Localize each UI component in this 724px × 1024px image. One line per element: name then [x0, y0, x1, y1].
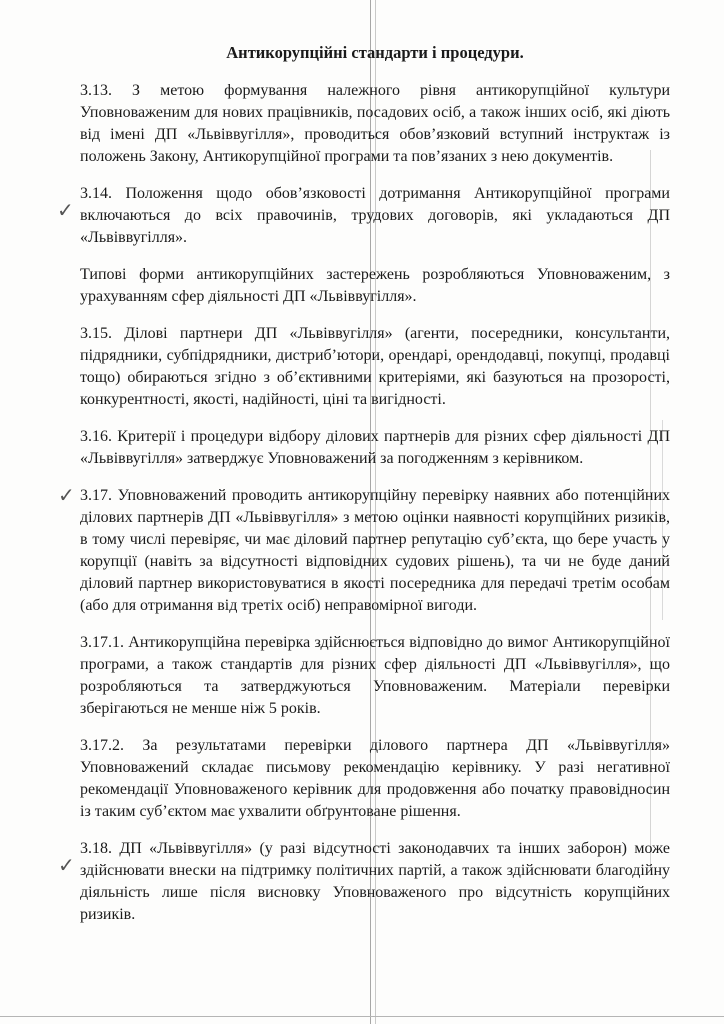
- paragraph-3-17: 3.17. Уповноважений проводить антикорупційну перевірку наявних або потенційних ділових партнерів ДП «Львіввугілля» з метою оцінки наявності корупційних ризиків, в тому числі перевіряє, чи має діловий партнер репутацію суб’єкта, що бере участь у корупції (навіть за відсутності відповідних судових рішень), та чи не буде даний діловий партнер використовуватися в якості посередника для передачі третім особам (або для отримання від третіх осіб) неправомірної вигоди.: [80, 487, 670, 614]
- handwritten-check-mark: ✓: [58, 483, 75, 507]
- paragraph-3-17-1: 3.17.1. Антикорупційна перевірка здійснюється відповідно до вимог Антикорупційної програми, а також стандартів для різних сфер діяльності ДП «Львіввугілля», що розробляються та затверджуються Уповноваженим. Матеріали перевірки зберігаються не менше ніж 5 років.: [80, 634, 670, 717]
- section-title: Антикорупційні стандарти і процедури.: [226, 43, 524, 62]
- paragraph-3-18: 3.18. ДП «Львіввугілля» (у разі відсутності законодавчих та інших заборон) може здійснювати внески на підтримку політичних партій, а також здійснювати благодійну діяльність лише після висновку Уповноваженого про відсутність корупційних ризиків.: [80, 840, 670, 923]
- paragraph-3-16: 3.16. Критерії і процедури відбору ділових партнерів для різних сфер діяльності ДП «Львіввугілля» затверджує Уповноважений за погодженням з керівником.: [80, 428, 670, 467]
- paragraph-3-13: 3.13. З метою формування належного рівня антикорупційної культури Уповноваженим для нових працівників, посадових осіб, а також інших осіб, які діють від імені ДП «Львіввугілля», проводиться обов’язковий вступний інструктаж із положень Закону, Антикорупційної програми та пов’язаних з нею документів.: [80, 82, 670, 165]
- paragraph-standard-forms: Типові форми антикорупційних застережень розробляються Уповноваженим, з урахуванням сфер діяльності ДП «Львіввугілля».: [80, 266, 670, 305]
- paragraph-3-15: 3.15. Ділові партнери ДП «Львіввугілля» (агенти, посередники, консультанти, підрядники, субпідрядники, дистриб’ютори, орендарі, орендодавці, покупці, продавці тощо) обираються згідно з об’єктивними критеріями, які базуються на прозорості, конкурентності, якості, надійності, ціні та вигідності.: [80, 325, 670, 408]
- page-bottom-edge: [0, 1016, 724, 1017]
- document-body: [80, 42, 670, 941]
- paragraph-3-17-2: 3.17.2. За результатами перевірки ділового партнера ДП «Львіввугілля» Уповноважений складає письмову рекомендацію керівнику. У разі негативної рекомендації Уповноваженого керівник для продовження або початку правовідносин із таким суб’єктом має ухвалити обґрунтоване рішення.: [80, 737, 670, 820]
- paragraph-3-14: 3.14. Положення щодо обов’язковості дотримання Антикорупційної програми включаються до всіх правочинів, трудових договорів, які укладаються ДП «Львіввугілля».: [80, 185, 670, 246]
- handwritten-check-mark: ✓: [58, 853, 75, 877]
- handwritten-check-mark: ✓: [57, 198, 74, 222]
